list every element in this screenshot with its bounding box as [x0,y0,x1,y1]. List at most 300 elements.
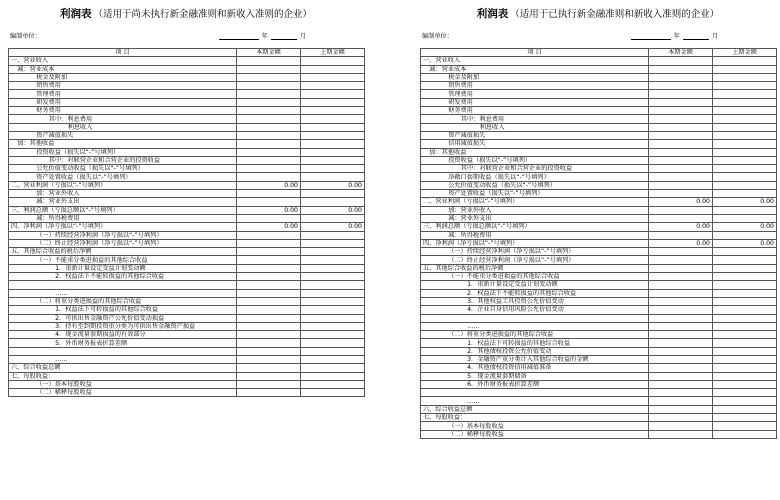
table-row [9,148,365,156]
prior-period-amount [301,65,365,73]
line-item-label: （二）将重分类进损益的其他综合收益 [9,297,237,305]
current-period-amount [649,173,713,181]
prior-period-amount [301,306,365,314]
prior-period-amount: 0.00 [713,223,777,231]
line-item-label: 投资收益（损失以“-”号填列） [421,156,649,164]
current-period-amount [237,148,301,156]
prior-period-amount [713,90,777,98]
table-row [9,214,365,222]
current-period-amount [649,156,713,164]
current-period-amount [237,347,301,355]
current-period-amount [649,364,713,372]
table-row [9,107,365,115]
current-period-amount [649,214,713,222]
current-period-amount [649,131,713,139]
prior-period-amount [301,190,365,198]
line-item-label: …… [421,397,649,405]
table-row [421,331,777,339]
current-period-amount: 0.00 [649,198,713,206]
current-period-amount [649,397,713,405]
line-item-label: 3．持有至到期投资重分类为可供出售金融资产损益 [9,322,237,330]
table-row [421,198,777,206]
prior-period-amount [713,73,777,81]
table-row [9,239,365,247]
line-item-label: 2．权益法下不能转损益的其他综合收益 [421,289,649,297]
line-item-label: 3．其他权益工具投资公允价值变动 [421,297,649,305]
current-period-amount [237,339,301,347]
current-period-amount [237,306,301,314]
current-period-amount [649,140,713,148]
line-item-label: 减：所得税费用 [421,231,649,239]
line-item-label: （二）稀释每股收益 [9,389,237,397]
prior-period-amount [713,422,777,430]
table-row [9,206,365,214]
table-row [421,372,777,380]
line-item-label: 5．外币财务报表折算差额 [9,339,237,347]
current-period-amount [237,380,301,388]
prior-period-amount [713,131,777,139]
statement-meta [8,31,364,41]
current-period-amount [649,98,713,106]
current-period-amount [237,372,301,380]
current-period-amount [649,65,713,73]
line-item-label: 2．权益法下不能转损益的其他综合收益 [9,273,237,281]
current-period-amount [237,57,301,65]
title-subtitle: （适用于尚未执行新金融准则和新收入准则的企业） [93,9,312,20]
line-item-label: 销售费用 [9,82,237,90]
table-row [9,140,365,148]
prior-period-amount [301,123,365,131]
year-blank [631,33,671,40]
prior-period-amount [713,380,777,388]
line-item-label: 管理费用 [9,90,237,98]
header-item: 项 目 [421,49,649,57]
prior-period-amount [301,107,365,115]
table-row [421,264,777,272]
prior-period-amount [713,289,777,297]
prior-period-amount [301,73,365,81]
current-period-amount [237,248,301,256]
line-item-label: （一）持续经营净利润（净亏损以“-”号填列） [9,231,237,239]
line-item-label: 五、其他综合收益的税后净额 [9,248,237,256]
current-period-amount [649,422,713,430]
current-period-amount [649,314,713,322]
table-row [421,281,777,289]
header-prior-period: 上期金额 [301,49,365,57]
table-row [421,156,777,164]
prior-period-amount [713,148,777,156]
prior-period-amount [713,322,777,330]
line-item-label: 资产减值损失 [421,131,649,139]
line-item-label: （一）不能重分类进损益的其他综合收益 [9,256,237,264]
prior-period-amount [301,355,365,363]
table-row [421,405,777,413]
line-item-label: 销售费用 [421,82,649,90]
current-period-amount: 0.00 [649,239,713,247]
prior-period-amount [713,364,777,372]
line-item-label [421,389,649,397]
line-item-label: 管理费用 [421,90,649,98]
line-item-label: …… [9,289,237,297]
line-item-label: 七、每股收益： [9,372,237,380]
prior-period-amount [301,380,365,388]
prior-period-amount [301,198,365,206]
year-blank [219,33,259,40]
title-main: 利润表 [476,8,509,20]
line-item-label: 七、每股收益： [421,414,649,422]
prior-period-amount [713,331,777,339]
line-item-label: 财务费用 [421,107,649,115]
current-period-amount [237,123,301,131]
table-row [421,355,777,363]
table-row [9,331,365,339]
current-period-amount [649,331,713,339]
table-row [9,165,365,173]
line-item-label: 加：营业外收入 [9,190,237,198]
prior-period-amount [301,165,365,173]
line-item-label: 减：营业成本 [421,65,649,73]
current-period-amount [237,355,301,363]
line-item-label: 1．重新计量设定受益计划变动额 [9,264,237,272]
table-row [421,306,777,314]
line-item-label [9,281,237,289]
line-item-label: 资产处置收益（损失以“-”号填列） [9,173,237,181]
current-period-amount [237,297,301,305]
table-row [9,372,365,380]
prior-period-amount [301,214,365,222]
line-item-label: 财务费用 [9,107,237,115]
prior-period-amount [713,339,777,347]
statement-meta [420,31,776,41]
prior-period-amount [301,256,365,264]
prior-period-amount [301,248,365,256]
line-item-label: 4．其他债权投资信用减值准备 [421,364,649,372]
line-item-label: （二）终止经营净利润（净亏损以“-”号填列） [9,239,237,247]
table-row [421,107,777,115]
current-period-amount [237,314,301,322]
prior-period-amount [713,248,777,256]
current-period-amount [649,389,713,397]
table-row [421,314,777,322]
current-period-amount [649,355,713,363]
line-item-label: （一）持续经营净利润（净亏损以“-”号填列） [421,248,649,256]
current-period-amount [649,256,713,264]
month-label: 月 [299,33,306,40]
line-item-label: 减：所得税费用 [9,214,237,222]
period-line [216,31,306,40]
prior-period-amount [301,82,365,90]
table-row [421,414,777,422]
table-row [421,115,777,123]
line-item-label: 其中：利息费用 [421,115,649,123]
table-row [9,380,365,388]
current-period-amount [237,256,301,264]
line-item-label: 二、营业利润（亏损以“-”号填列） [421,198,649,206]
table-row [421,214,777,222]
line-item-label: 2．其他债权投资公允价值变动 [421,347,649,355]
table-row [9,123,365,131]
line-item-label: 六、综合收益总额 [9,364,237,372]
table-row [421,364,777,372]
line-item-label: 一、营业收入 [421,57,649,65]
line-item-label: 其中：对联营企业和合营企业的投资收益 [421,165,649,173]
current-period-amount [649,297,713,305]
table-header-row [421,49,777,57]
current-period-amount: 0.00 [237,181,301,189]
current-period-amount: 0.00 [649,223,713,231]
table-row [421,430,777,438]
line-item-label: 加：其他收益 [9,140,237,148]
current-period-amount [649,264,713,272]
table-row [9,364,365,372]
current-period-amount [649,380,713,388]
table-row [421,289,777,297]
current-period-amount [649,82,713,90]
prior-period-amount [713,214,777,222]
prior-period-amount [713,397,777,405]
line-item-label: 三、利润总额（亏损总额以“-”号填列） [421,223,649,231]
line-item-label: （二）终止经营净利润（净亏损以“-”号填列） [421,256,649,264]
line-item-label: 三、利润总额（亏损总额以“-”号填列） [9,206,237,214]
prior-period-amount [301,297,365,305]
table-row [421,173,777,181]
line-item-label: 研发费用 [9,98,237,106]
table-row [421,190,777,198]
prior-period-amount [301,239,365,247]
current-period-amount [649,405,713,413]
prior-period-amount: 0.00 [301,206,365,214]
current-period-amount [237,140,301,148]
current-period-amount [237,214,301,222]
current-period-amount [237,173,301,181]
table-row [9,322,365,330]
prior-period-amount [301,90,365,98]
current-period-amount [649,248,713,256]
line-item-label: 加：其他收益 [421,148,649,156]
unit-label: 编制单位： [10,33,41,40]
table-row [9,347,365,355]
line-item-label: 4．企业自身信用风险公允价值变动 [421,306,649,314]
line-item-label: 公允价值变动收益（损失以“-”号填列） [9,165,237,173]
current-period-amount [237,190,301,198]
table-row [421,339,777,347]
month-blank [683,33,709,40]
current-period-amount [237,331,301,339]
current-period-amount [237,156,301,164]
table-row [9,273,365,281]
table-row [421,140,777,148]
current-period-amount [237,231,301,239]
line-item-label: 1．权益法下可转损益的其他综合收益 [9,306,237,314]
prior-period-amount [301,372,365,380]
prior-period-amount [713,355,777,363]
prior-period-amount [713,430,777,438]
table-row [9,339,365,347]
line-item-label: 6．外币财务报表折算差额 [421,380,649,388]
current-period-amount [237,322,301,330]
prior-period-amount [301,57,365,65]
current-period-amount [649,231,713,239]
line-item-label [421,314,649,322]
line-item-label: 一、营业收入 [9,57,237,65]
current-period-amount [237,90,301,98]
line-item-label: 1．权益法下可转损益的其他综合收益 [421,339,649,347]
current-period-amount [237,264,301,272]
current-period-amount [649,306,713,314]
table-row [9,90,365,98]
current-period-amount [237,281,301,289]
current-period-amount [649,430,713,438]
prior-period-amount [713,181,777,189]
prior-period-amount [713,165,777,173]
current-period-amount [237,198,301,206]
current-period-amount [649,372,713,380]
line-item-label: 2．可供出售金融资产公允价值变动损益 [9,314,237,322]
table-row [421,90,777,98]
current-period-amount [237,289,301,297]
table-row [9,256,365,264]
line-item-label: 减：营业外支出 [9,198,237,206]
prior-period-amount [713,115,777,123]
table-row [421,98,777,106]
prior-period-amount [713,314,777,322]
prior-period-amount: 0.00 [301,181,365,189]
income-statement-old-standards [8,0,364,500]
table-row [9,115,365,123]
prior-period-amount: 0.00 [713,239,777,247]
table-row [421,256,777,264]
current-period-amount [649,273,713,281]
prior-period-amount [301,389,365,397]
line-item-label: 其中：利息费用 [9,115,237,123]
current-period-amount [237,131,301,139]
table-row [9,223,365,231]
income-statement-new-standards [420,0,776,500]
table-row [9,190,365,198]
line-item-label: 5．现金流量套期储备 [421,372,649,380]
prior-period-amount [301,156,365,164]
line-item-label: 研发费用 [421,98,649,106]
header-prior-period: 上期金额 [713,49,777,57]
prior-period-amount [301,131,365,139]
prior-period-amount [713,82,777,90]
prior-period-amount [301,264,365,272]
line-item-label: 二、营业利润（亏损以“-”号填列） [9,181,237,189]
month-label: 月 [711,33,718,40]
prior-period-amount [713,347,777,355]
table-row [9,389,365,397]
prior-period-amount [713,190,777,198]
table-row [421,82,777,90]
line-item-label: 减：营业外支出 [421,214,649,222]
prior-period-amount [713,123,777,131]
prior-period-amount [301,231,365,239]
table-row [9,306,365,314]
table-row [9,248,365,256]
line-item-label: 六、综合收益总额 [421,405,649,413]
table-row [421,397,777,405]
line-item-label: 减：营业成本 [9,65,237,73]
year-label: 年 [261,33,268,40]
prior-period-amount [301,173,365,181]
line-item-label: 资产处置收益（损失以“-”号填列） [421,190,649,198]
prior-period-amount [301,339,365,347]
current-period-amount [237,107,301,115]
table-row [421,131,777,139]
statement-title [420,6,776,21]
line-item-label: 利息收入 [421,123,649,131]
current-period-amount [649,339,713,347]
table-header-row [9,49,365,57]
table-row [9,181,365,189]
current-period-amount: 0.00 [237,223,301,231]
current-period-amount [237,73,301,81]
line-item-label: 四、净利润（净亏损以“-”号填列） [421,239,649,247]
prior-period-amount [301,331,365,339]
period-line [628,31,718,40]
current-period-amount [649,190,713,198]
prior-period-amount [713,264,777,272]
prior-period-amount [301,314,365,322]
prior-period-amount: 0.00 [301,223,365,231]
table-row [9,73,365,81]
title-subtitle: （适用于已执行新金融准则和新收入准则的企业） [510,9,720,20]
current-period-amount [237,65,301,73]
header-item: 项 目 [9,49,237,57]
prior-period-amount [713,389,777,397]
header-current-period: 本期金额 [237,49,301,57]
table-row [9,297,365,305]
table-row [421,239,777,247]
current-period-amount: 0.00 [237,206,301,214]
table-row [421,347,777,355]
line-item-label: （一）基本每股收益 [9,380,237,388]
line-item-label: 税金及附加 [9,73,237,81]
current-period-amount [649,57,713,65]
table-row [421,389,777,397]
header-current-period: 本期金额 [649,49,713,57]
prior-period-amount [301,322,365,330]
prior-period-amount: 0.00 [713,198,777,206]
table-row [9,82,365,90]
prior-period-amount [301,281,365,289]
prior-period-amount [713,231,777,239]
current-period-amount [649,73,713,81]
current-period-amount [237,389,301,397]
table-row [9,231,365,239]
current-period-amount [649,206,713,214]
prior-period-amount [713,372,777,380]
month-blank [271,33,297,40]
prior-period-amount [301,98,365,106]
table-row [421,181,777,189]
current-period-amount [649,165,713,173]
current-period-amount [649,347,713,355]
table-row [421,148,777,156]
prior-period-amount [713,107,777,115]
unit-label: 编制单位： [422,33,453,40]
prior-period-amount [713,140,777,148]
line-item-label: …… [421,322,649,330]
table-row [9,264,365,272]
current-period-amount [237,165,301,173]
prior-period-amount [713,414,777,422]
table-row [9,98,365,106]
current-period-amount [237,98,301,106]
statement-title [8,6,364,21]
line-item-label: 投资收益（损失以“-”号填列） [9,148,237,156]
table-row [9,281,365,289]
